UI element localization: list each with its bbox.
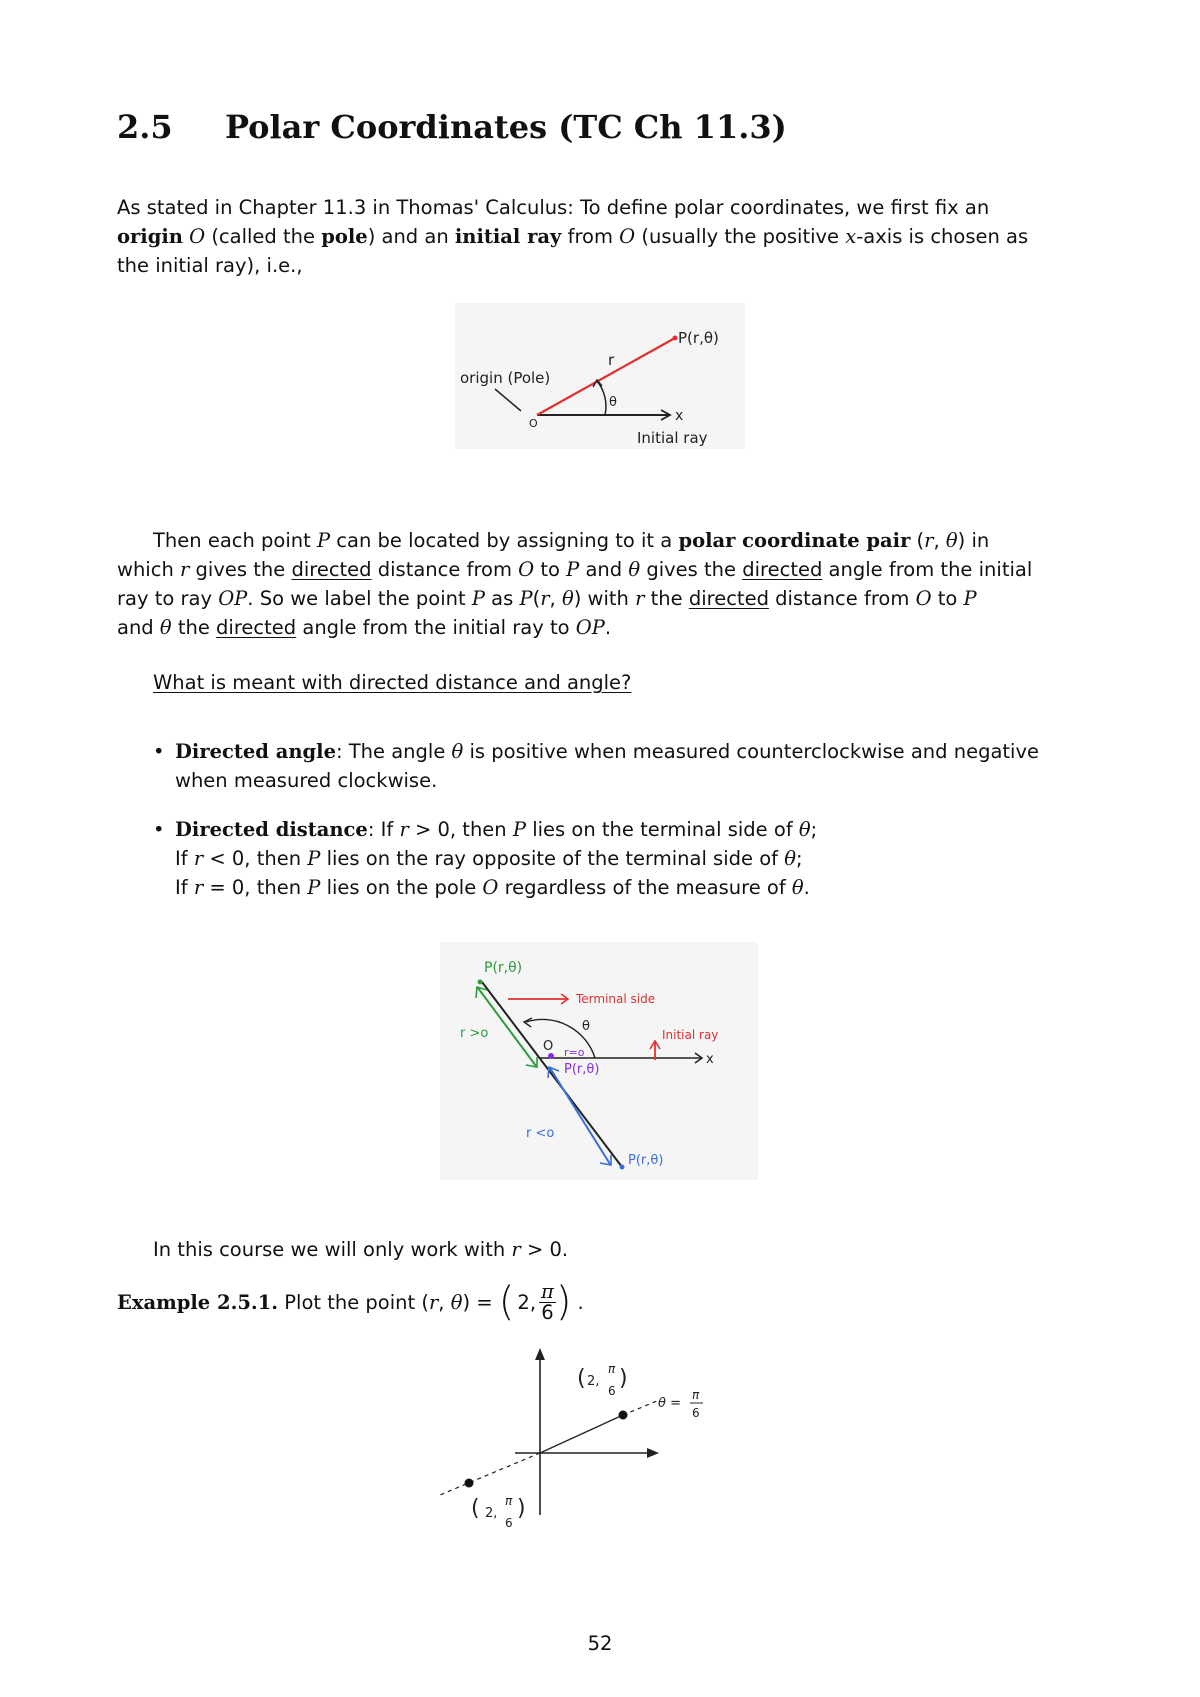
section-title: Polar Coordinates (TC Ch 11.3) bbox=[224, 108, 787, 146]
label-lower-pi: π bbox=[505, 1494, 513, 1508]
label-upper-paren-close: ) bbox=[619, 1366, 628, 1391]
point-lower bbox=[465, 1479, 474, 1488]
bullet-dot: • bbox=[153, 740, 165, 763]
point-upper bbox=[619, 1411, 628, 1420]
para2-line-4: and θ the directed angle from the initial ray to OP. bbox=[117, 616, 612, 639]
figure-polar-definition bbox=[455, 303, 745, 449]
label-top-point: P(r,θ) bbox=[484, 960, 523, 976]
origin-pointer-line bbox=[495, 389, 521, 411]
label-r-positive: r >o bbox=[460, 1026, 489, 1041]
theta-arc-arrowhead bbox=[524, 1018, 532, 1027]
course-note: In this course we will only work with r > 0. bbox=[153, 1238, 569, 1261]
label-initial-ray: Initial ray bbox=[662, 1028, 719, 1042]
point-top-dot bbox=[478, 980, 483, 985]
polar-pair-paragraph bbox=[117, 526, 1097, 642]
x-axis-arrowhead bbox=[647, 1448, 659, 1458]
section-number: 2.5 bbox=[117, 108, 173, 146]
page-number: 52 bbox=[587, 1632, 613, 1655]
label-o: O bbox=[543, 1039, 554, 1054]
label-upper-two: 2, bbox=[587, 1374, 600, 1389]
bullet-directed-distance: • Directed distance: If r > 0, then P lies on the terminal side of θ; If r < 0, then P lies on the ray opposite of the terminal side of θ; If r = 0, then P lies on the pole O regardless of the measure of θ. bbox=[175, 815, 1135, 902]
point-bottom-dot bbox=[620, 1165, 625, 1170]
label-origin-pole: origin (Pole) bbox=[460, 369, 551, 387]
intro-line-1: As stated in Chapter 11.3 in Thomas' Calculus: To define polar coordinates, we first fix an bbox=[117, 196, 990, 219]
figure-directed-distance bbox=[440, 942, 758, 1180]
label-mid-point: P(r,θ) bbox=[564, 1062, 600, 1077]
label-upper-six: 6 bbox=[608, 1384, 616, 1398]
label-o: O bbox=[529, 417, 538, 430]
label-theta: θ bbox=[582, 1019, 590, 1034]
example-label: Example 2.5.1. bbox=[117, 1290, 279, 1314]
label-theta-equals: θ = bbox=[658, 1396, 681, 1411]
bullet-directed-angle: • Directed angle: The angle θ is positive when measured counterclockwise and negative when measured clockwise. bbox=[175, 737, 1135, 795]
intro-paragraph bbox=[117, 193, 1097, 280]
label-theta-pi: π bbox=[692, 1388, 700, 1402]
example-statement: Example 2.5.1. Plot the point ( r , θ ) = ( 2, π 6 ) . bbox=[117, 1279, 584, 1325]
dashed-extension-lower bbox=[440, 1453, 540, 1495]
label-lower-two: 2, bbox=[485, 1506, 498, 1521]
figure-1-svg bbox=[455, 303, 745, 449]
label-x: x bbox=[675, 408, 684, 424]
label-initial-ray: Initial ray bbox=[637, 429, 708, 447]
label-lower-paren-close: ) bbox=[517, 1496, 526, 1521]
bullet-dot: • bbox=[153, 818, 165, 841]
y-axis-arrowhead bbox=[535, 1348, 545, 1360]
point-p-dot bbox=[673, 336, 678, 341]
label-point-p: P(r,θ) bbox=[678, 329, 719, 347]
label-x: x bbox=[706, 1052, 714, 1067]
label-theta: θ bbox=[609, 395, 617, 410]
question-heading: What is meant with directed distance and angle? bbox=[153, 671, 632, 694]
para2-line-3: ray to ray OP. So we label the point P as P(r, θ) with r the directed distance from O to P bbox=[117, 587, 977, 610]
label-r-zero: r=o bbox=[564, 1046, 585, 1059]
terminal-ray bbox=[540, 1415, 623, 1453]
figure-example-plot bbox=[425, 1345, 745, 1535]
label-upper-paren-open: ( bbox=[577, 1366, 586, 1391]
label-bottom-point: P(r,θ) bbox=[628, 1153, 664, 1168]
label-r: r bbox=[608, 351, 615, 369]
label-lower-six: 6 bbox=[505, 1516, 513, 1530]
intro-line-3: the initial ray), i.e., bbox=[117, 254, 303, 277]
para2-line-1: Then each point P can be located by assigning to it a polar coordinate pair (r, θ) in bbox=[153, 529, 990, 552]
label-lower-paren-open: ( bbox=[471, 1496, 480, 1521]
figure-3-svg bbox=[425, 1345, 745, 1535]
label-terminal-side: Terminal side bbox=[576, 992, 656, 1006]
para2-line-2: which r gives the directed distance from O to P and θ gives the directed angle from the initial bbox=[117, 558, 1033, 581]
section-heading bbox=[117, 108, 787, 146]
intro-line-2: origin O (called the pole) and an initial ray from O (usually the positive x-axis is chosen as bbox=[117, 225, 1029, 248]
negative-r-arrow bbox=[550, 1068, 610, 1164]
example-fraction-group: ( 2, π 6 ) bbox=[498, 1279, 572, 1325]
figure-2-svg bbox=[440, 942, 758, 1180]
label-r-negative: r <o bbox=[526, 1126, 555, 1141]
label-upper-pi: π bbox=[608, 1362, 616, 1376]
label-theta-six: 6 bbox=[692, 1406, 700, 1420]
dashed-extension-upper bbox=[623, 1401, 657, 1415]
